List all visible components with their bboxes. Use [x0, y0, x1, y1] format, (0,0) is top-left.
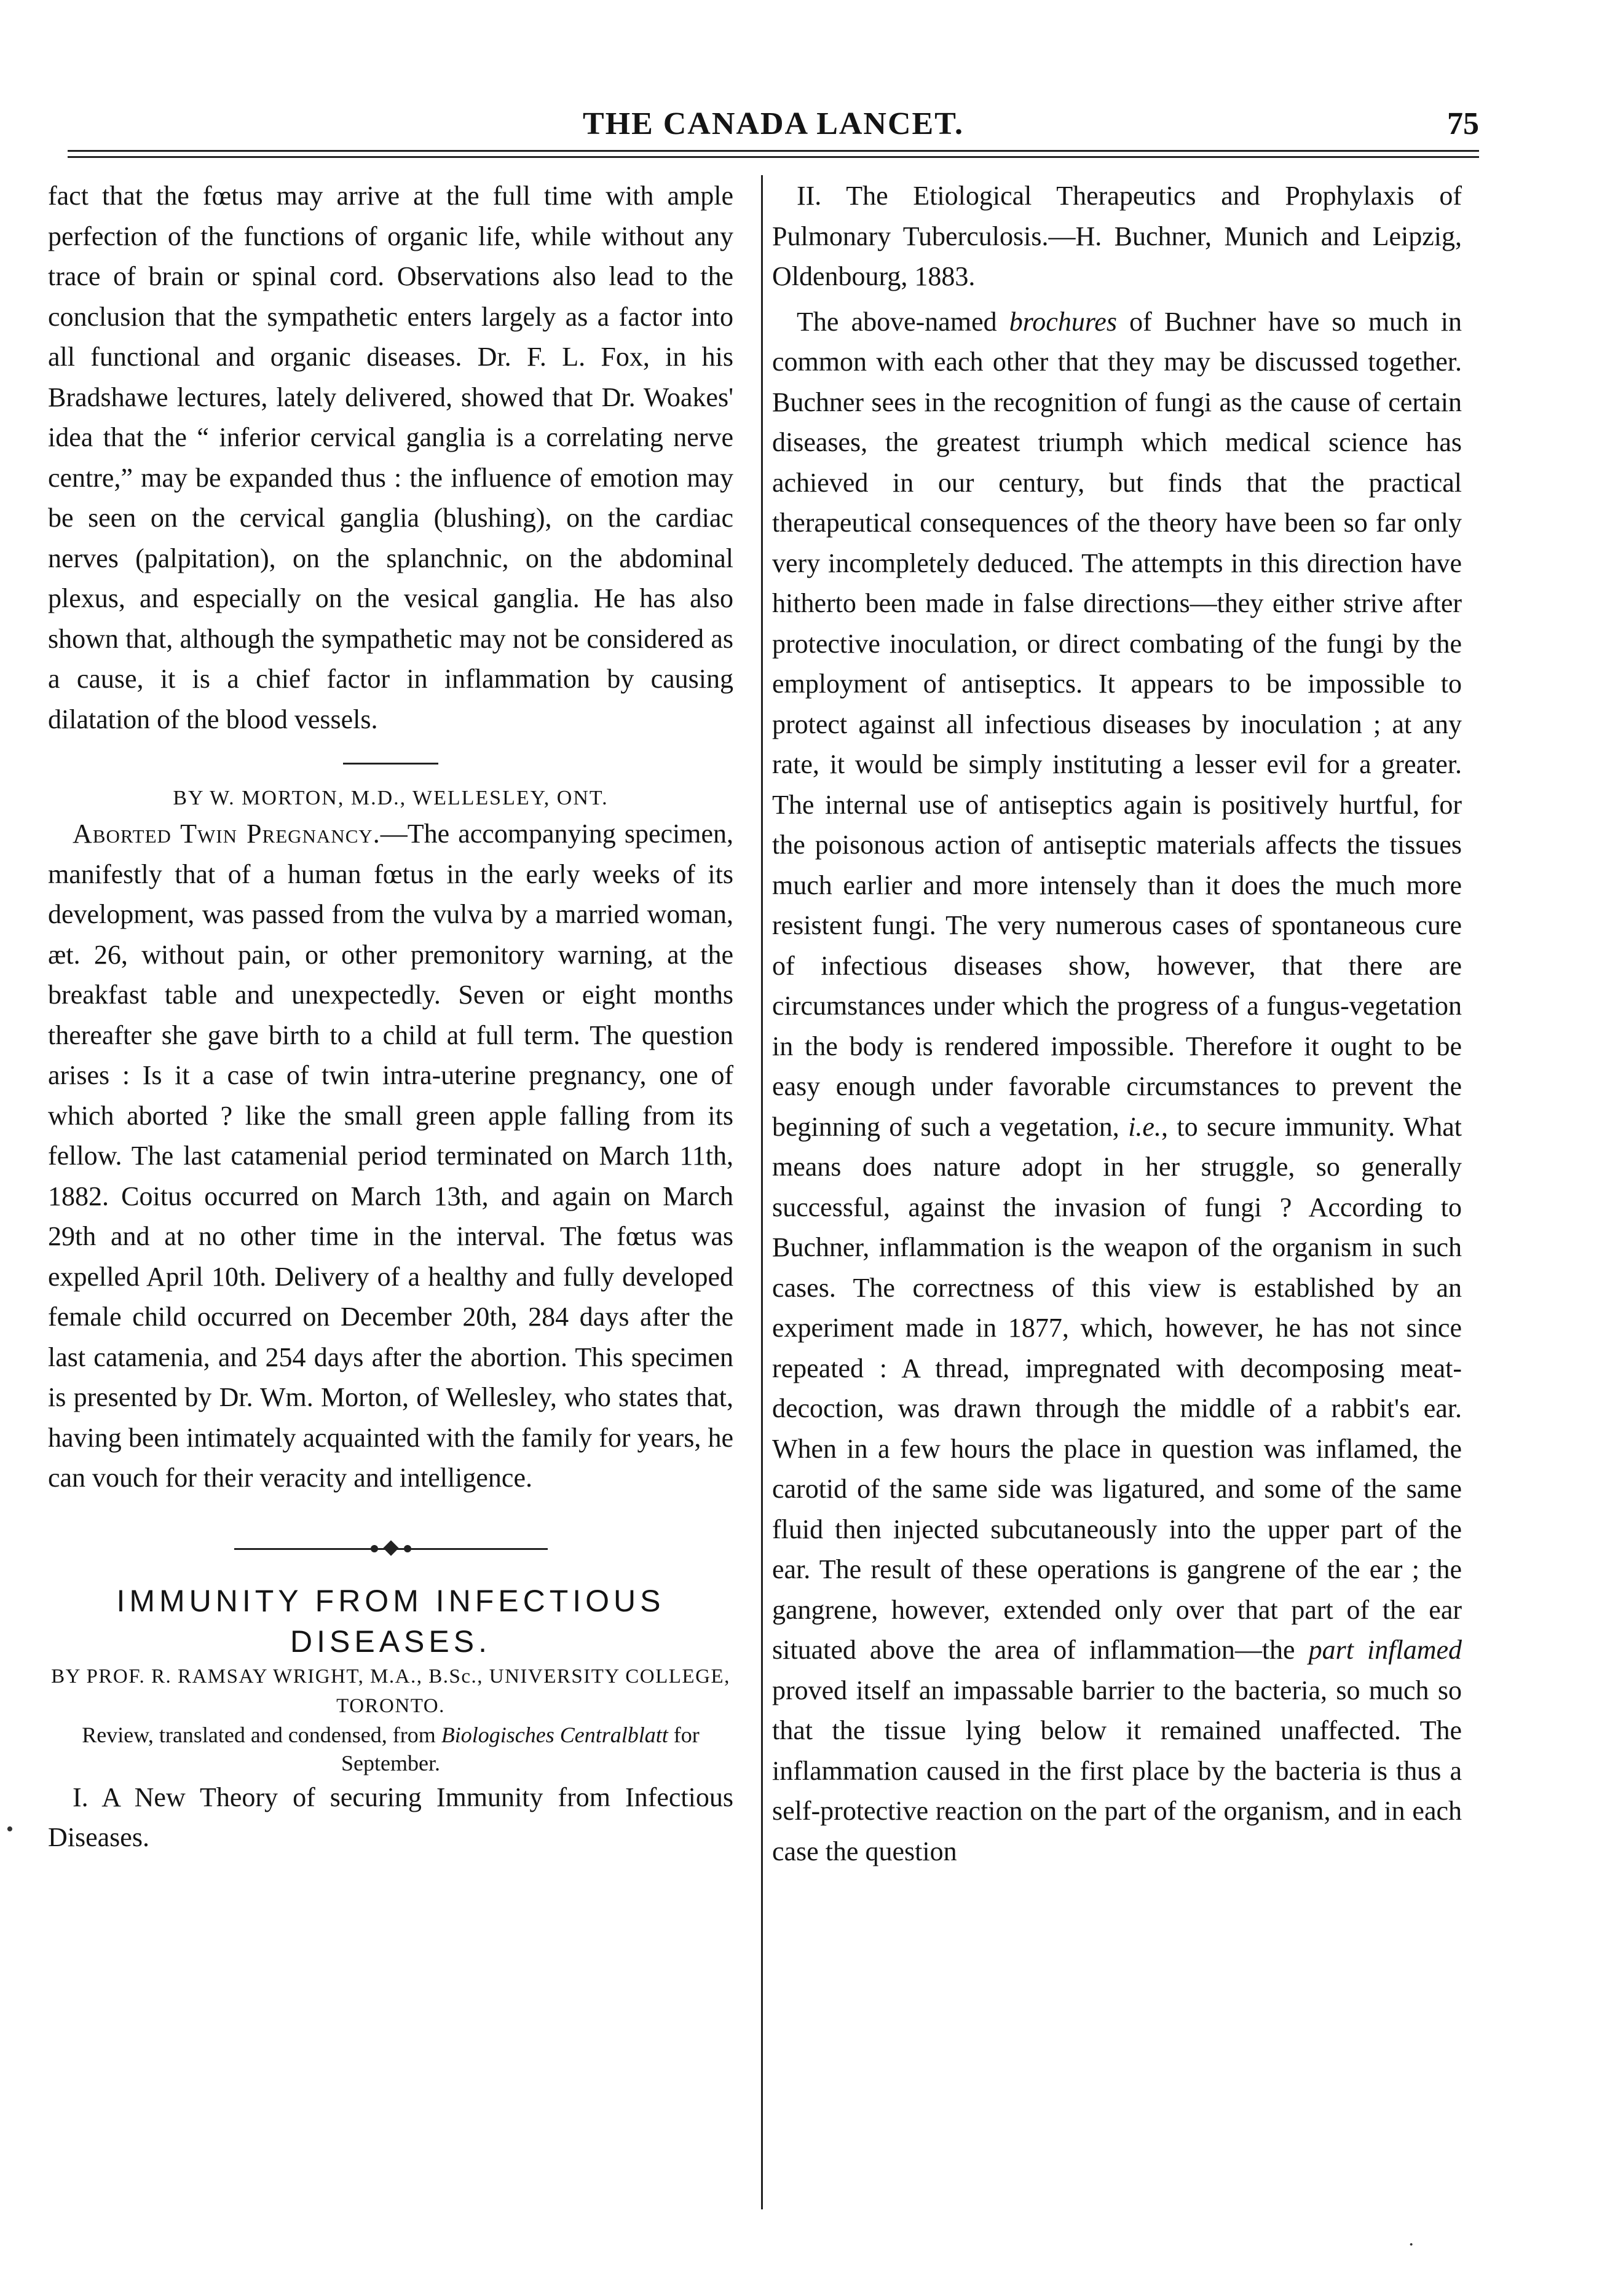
margin-speck: • [6, 1818, 14, 1841]
review-body-part1: The above-named [797, 306, 1009, 337]
review-body-italic1: brochures [1009, 306, 1117, 337]
article-title: IMMUNITY FROM INFECTIOUS DISEASES. [116, 1583, 665, 1659]
article-author: BY PROF. R. RAMSAY WRIGHT, M.A., B.Sc., UNIVERSITY COLLEGE, TORONTO. [51, 1665, 730, 1717]
column-divider [761, 175, 763, 2209]
header-rule-bottom [68, 156, 1479, 158]
review-note-prefix: Review, translated and condensed, from [82, 1722, 441, 1747]
review-body-italic3: part inflamed [1308, 1635, 1462, 1665]
morton-body: —The accompanying specimen, manifestly that of a human fœtus in the early weeks of its development, was passed from the vulva by a married woman, æt. 26, without pain, or other premonitory warning, at the breakfast table and unexpectedly. Seven or eight months thereafter she gave birth to a child at full term. The question arises : Is it a case of twin intra-uterine pregnancy, one of which aborted ? like the small green apple falling from its fellow. The last catamenial period terminated on March 11th, 1882. Coitus occurred on March 13th, and again on March 29th and at no other time in the interval. The fœtus was expelled April 10th. Delivery of a healthy and fully developed female child occurred on December 20th, 284 days after the last catamenia, and 254 days after the abortion. This specimen is presented by Dr. Wm. Morton, of Wellesley, who states that, having been intimately acquainted with the family for years, he can vouch for their veracity and intelligence. [48, 819, 733, 1493]
page-number: 75 [1447, 106, 1479, 141]
continuation-paragraph: fact that the fœtus may arrive at the full time with ample perfection of the functions of organic life, while without any trace of brain or spinal cord. Observations also lead to the conclusion that the sympathetic enters largely as a factor into all functional and organic diseases. Dr. F. L. Fox, in his Bradshawe lectures, lately delivered, showed that Dr. Woakes' idea that the “ inferior cervical ganglia is a correlating nerve centre,” may be expanded thus : the influence of emotion may be seen on the cervical ganglia (blushing), on the cardiac nerves (palpitation), on the splanchnic, on the abdominal plexus, and especially on the vesical ganglia. He has also shown that, although the sympathetic may not be considered as a cause, it is a chief factor in inflammation by causing dilatation of the blood vessels. [48, 181, 733, 734]
section-rule [343, 763, 438, 765]
morton-paragraph [48, 814, 733, 1498]
review-body-part2: of Buchner have so much in common with each other that they may be discussed together. Buchner sees in the recognition of fungi as the cause of certain diseases, the greatest triumph which medical science has achieved in our century, but finds that the practical therapeutical consequences of the theory have been so far only very incompletely deduced. The attempts in this direction have hitherto been made in false directions—they either strive after protective inoculation, or direct combating of the fungi by the employment of antiseptics. It appears to be impossible to protect against all infectious diseases by inoculation ; at any rate, it would be simply instituting a lesser evil for a greater. The internal use of antiseptics again is positively hurtful, for the poisonous action of antiseptic materials affects the tissues much earlier and more intensely than it does the much more resistent fungi. The very numerous cases of spontaneous cure of infectious diseases show, however, that there are circumstances under which the progress of a fungus-vegetation in the body is rendered impossible. Therefore it ought to be easy enough under favorable circumstances to prevent the beginning of such a vegetation, [772, 306, 1462, 1142]
review-body-part4: proved itself an impassable barrier to the bacteria, so much so that the tissue lying below it remained unaffected. The inflammation caused in the first place by the bacteria is thus a self-protective reaction on the part of the organism, and in each case the question [772, 1675, 1462, 1866]
ornament-divider [234, 1541, 548, 1556]
review-body-italic2: i.e. [1128, 1111, 1161, 1142]
corner-speck: · [1408, 2233, 1415, 2256]
morton-lead: Aborted Twin Pregnancy. [73, 819, 381, 849]
right-column [772, 176, 1462, 1871]
item-one: I. A New Theory of securing Immunity from Infectious Diseases. [48, 1782, 733, 1852]
review-note-source: Biologisches Centralblatt [441, 1722, 668, 1747]
header-rule-top [68, 150, 1479, 152]
morton-byline: BY W. MORTON, M.D., WELLESLEY, ONT. [173, 787, 609, 809]
review-body [772, 302, 1462, 1872]
review-note-suffix: for September. [341, 1722, 700, 1775]
review-note [48, 1721, 733, 1777]
running-title: THE CANADA LANCET. [582, 106, 965, 141]
left-column [48, 176, 733, 1858]
item-two: II. The Etiological Therapeutics and Prophylaxis of Pulmonary Tuberculosis.—H. Buchner, Munich and Leipzig, Oldenbourg, 1883. [772, 181, 1462, 291]
review-body-part3: , to secure immunity. What means does nature adopt in her struggle, so generally successful, against the invasion of fungi ? According to Buchner, inflammation is the weapon of the organism in such cases. The correctness of this view is established by an experiment made in 1877, which, however, he has not since repeated : A thread, impregnated with decomposing meat-decoction, was drawn through the middle of a rabbit's ear. When in a few hours the place in question was inflamed, the carotid of the same side was ligatured, and some of the same fluid then injected subcutaneously into the upper part of the ear. The result of these operations is gangrene of the ear ; the gangrene, however, extended only over that part of the ear situated above the area of inflammation—the [772, 1111, 1462, 1665]
page-header [68, 106, 1479, 149]
